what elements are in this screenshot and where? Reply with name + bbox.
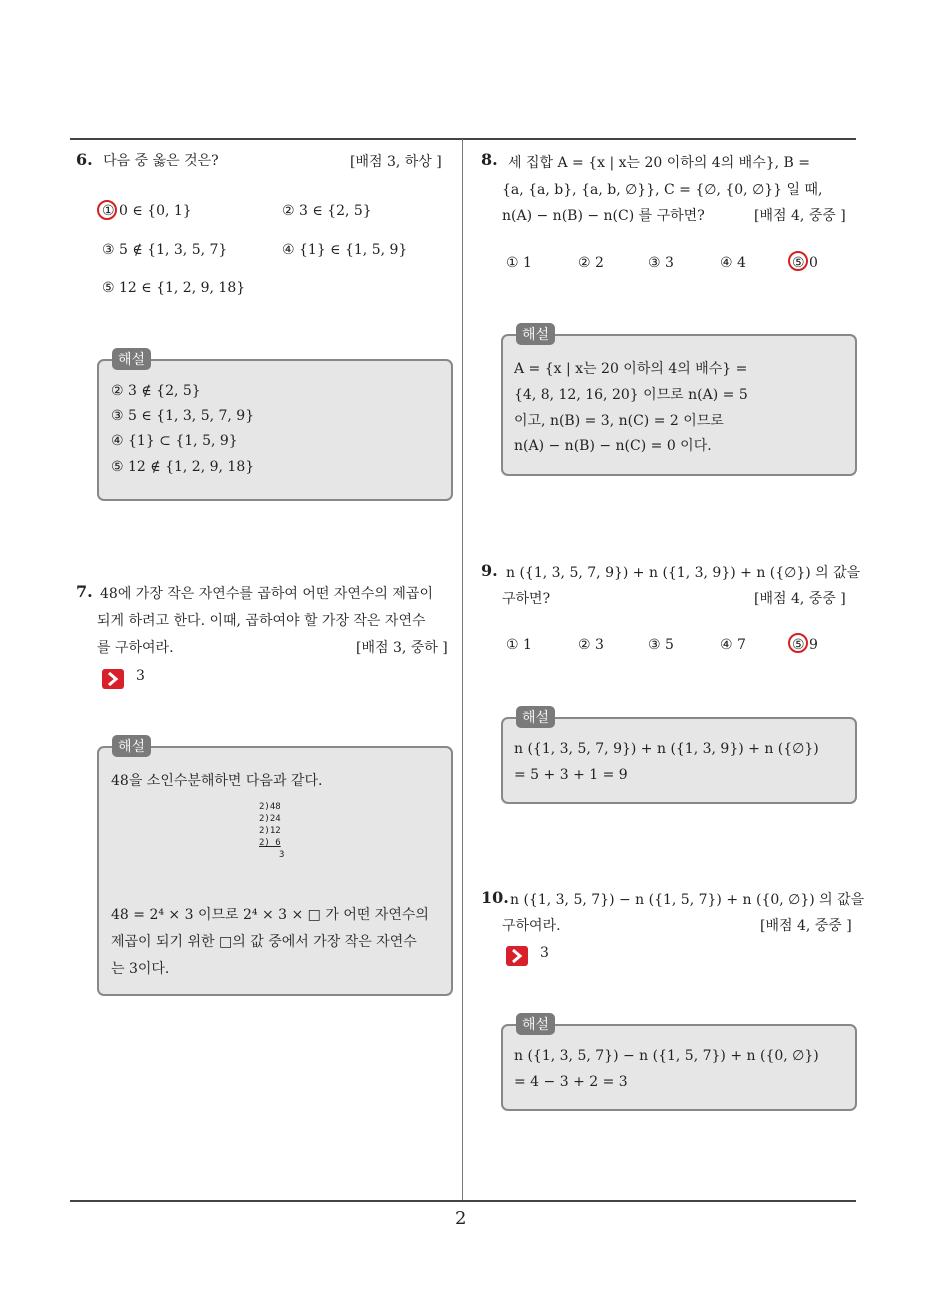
question-text: 되게 하려고 한다. 이때, 곱하여야 할 가장 작은 자연수 [97,613,426,629]
question-number: 8. [481,150,498,169]
division-row: 2) 6 [259,838,281,848]
question-number: 10. [481,888,509,907]
q6-points: [배점 3, 하상 ] [350,154,442,170]
q7-points: [배점 3, 중하 ] [356,640,448,656]
question-number: 7. [76,582,93,601]
question-text: {a, {a, b}, {a, b, ∅}}, C = {∅, {0, ∅}} 일 때, [502,182,823,198]
q8-option-1[interactable]: ① 1 [506,255,532,271]
division-row: 2)12 [259,826,281,836]
question-8 [481,150,498,169]
q6-option-4[interactable]: ④ {1} ∈ {1, 5, 9} [282,242,408,258]
explanation-label: 해설 [516,323,555,345]
top-rule [70,138,856,140]
question-text: 세 집합 A = {x | x는 20 이하의 4의 배수}, B = [508,155,810,171]
answer-arrow-icon [506,946,528,966]
question-text: n(A) − n(B) − n(C) 를 구하면? [502,208,705,224]
explanation-label: 해설 [112,348,151,370]
explanation-line: 48 = 2⁴ × 3 이므로 2⁴ × 3 × □ 가 어떤 자연수의 [111,907,429,923]
question-text: 구하여라. [502,918,561,934]
explanation-line: {4, 8, 12, 16, 20} 이므로 n(A) = 5 [514,387,748,403]
q9-points: [배점 4, 중중 ] [754,591,846,607]
question-10 [481,888,509,907]
question-text: 다음 중 옳은 것은? [103,153,219,169]
question-number: 9. [481,561,498,580]
q9-option-5[interactable]: ⑤ 9 [792,637,818,653]
explanation-line: 이고, n(B) = 3, n(C) = 2 이므로 [514,413,724,429]
explanation-intro: 48을 소인수분해하면 다음과 같다. [111,773,323,789]
q9-explanation-box [501,717,857,804]
prime-factorization-table [259,801,284,861]
explanation-line: 제곱이 되기 위한 □의 값 중에서 가장 작은 자연수 [111,934,417,950]
q9-option-4[interactable]: ④ 7 [720,637,746,653]
explanation-line: n ({1, 3, 5, 7}) − n ({1, 5, 7}) + n ({0, ∅}) [514,1048,819,1064]
division-row: 2)48 [259,802,281,812]
q6-option-5[interactable]: ⑤ 12 ∈ {1, 2, 9, 18} [102,280,246,296]
question-text: 구하면? [502,591,551,607]
question-text: n ({1, 3, 5, 7}) − n ({1, 5, 7}) + n ({0, ∅}) 의 값을 [510,892,865,908]
q6-explanation-box [97,359,453,501]
explanation-label: 해설 [516,706,555,728]
q9-option-2[interactable]: ② 3 [578,637,604,653]
question-text: 를 구하여라. [97,640,174,656]
question-9 [481,561,498,580]
bottom-rule [70,1200,856,1202]
q6-option-1[interactable]: ① 0 ∈ {0, 1} [102,203,192,219]
question-number: 6. [76,150,93,169]
page-number: 2 [455,1208,467,1229]
explanation-line: = 5 + 3 + 1 = 9 [514,767,628,783]
answer-arrow-icon [102,669,124,689]
explanation-line: 는 3이다. [111,961,170,977]
explanation-line: ③ 5 ∈ {1, 3, 5, 7, 9} [111,408,255,424]
explanation-line: ④ {1} ⊂ {1, 5, 9} [111,433,238,449]
q6-option-2[interactable]: ② 3 ∈ {2, 5} [282,203,372,219]
question-text: 48에 가장 작은 자연수를 곱하여 어떤 자연수의 제곱이 [100,586,433,602]
explanation-line: = 4 − 3 + 2 = 3 [514,1074,628,1090]
q6-option-3[interactable]: ③ 5 ∉ {1, 3, 5, 7} [102,242,228,258]
q9-option-3[interactable]: ③ 5 [648,637,674,653]
q10-explanation-box [501,1024,857,1111]
answer-value: 3 [540,945,549,961]
q8-points: [배점 4, 중중 ] [754,208,846,224]
explanation-line: ⑤ 12 ∉ {1, 2, 9, 18} [111,459,255,475]
question-7 [76,582,93,601]
explanation-line: n ({1, 3, 5, 7, 9}) + n ({1, 3, 9}) + n ({∅}) [514,741,819,757]
explanation-line: ② 3 ∉ {2, 5} [111,383,201,399]
q8-option-4[interactable]: ④ 4 [720,255,746,271]
division-row: 3 [279,850,285,860]
answer-value: 3 [136,668,145,684]
q9-option-1[interactable]: ① 1 [506,637,532,653]
q8-option-5[interactable]: ⑤ 0 [792,255,818,271]
q8-option-2[interactable]: ② 2 [578,255,604,271]
explanation-line: n(A) − n(B) − n(C) = 0 이다. [514,438,712,454]
column-divider [462,139,463,1201]
q8-option-3[interactable]: ③ 3 [648,255,674,271]
division-row: 2)24 [259,814,281,824]
explanation-label: 해설 [112,735,151,757]
question-6 [76,150,219,170]
explanation-line: A = {x | x는 20 이하의 4의 배수} = [514,361,748,377]
question-text: n ({1, 3, 5, 7, 9}) + n ({1, 3, 9}) + n ({∅}) 의 값을 [506,565,861,581]
explanation-label: 해설 [516,1013,555,1035]
q10-points: [배점 4, 중중 ] [760,918,852,934]
